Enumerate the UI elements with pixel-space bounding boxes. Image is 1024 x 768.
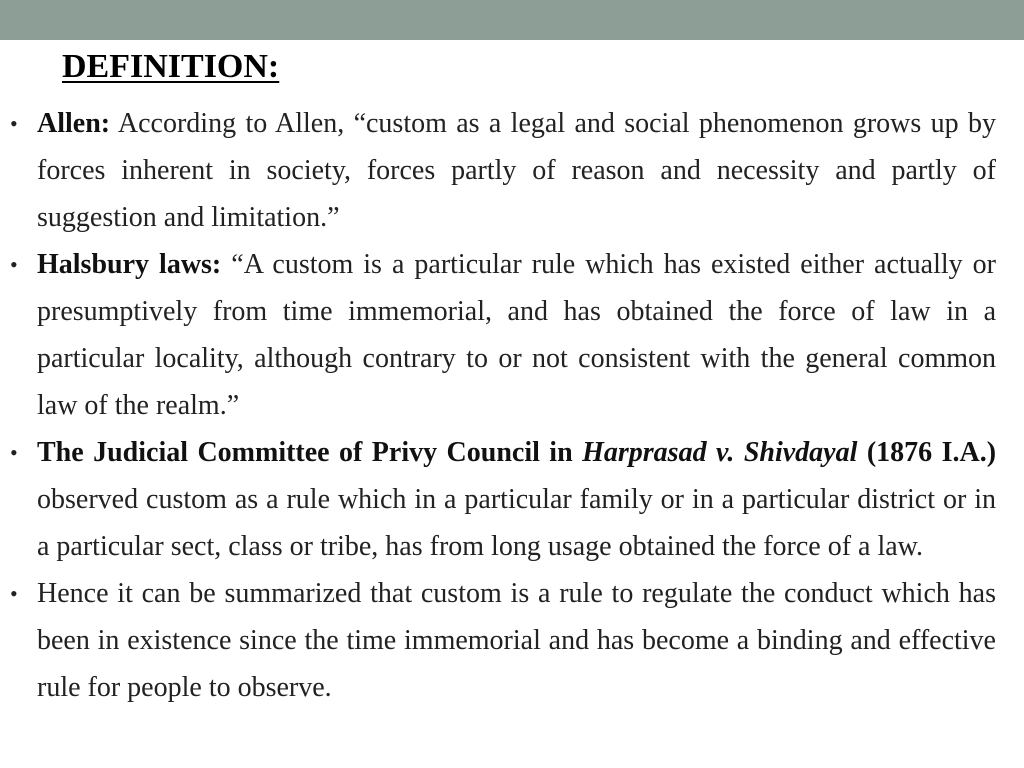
bullet-lead-halsbury: Halsbury laws:: [37, 249, 222, 280]
bullet-item-allen: [10, 100, 996, 241]
bullet-dot-icon: •: [10, 440, 18, 465]
bullet-dot-icon: •: [10, 252, 18, 277]
bullet-text-halsbury: “A custom is a particular rule which has existed either actually or presumptively from time immemorial, and has obtained the force of law in a particular locality, although contrary to or not consistent with the general common law of the realm.”: [37, 249, 997, 421]
bullet-text-summary: Hence it can be summarized that custom is a rule to regulate the conduct which has been in existence since the time immemorial and has become a binding and effective rule for people to observe.: [37, 578, 996, 703]
bullet-lead-allen: Allen:: [37, 108, 111, 139]
top-banner-bar: [0, 0, 1024, 40]
bullet-item-privy-council: [10, 429, 996, 570]
definition-bullet-list: [10, 100, 996, 711]
case-citation: (1876 I.A.): [866, 437, 997, 468]
bullet-dot-icon: •: [10, 111, 18, 136]
bullet-text-allen: According to Allen, “custom as a legal and social phenomenon grows up by forces inherent in society, forces partly of reason and necessity and partly of suggestion and limitation.”: [37, 108, 996, 233]
slide-title: DEFINITION:: [62, 48, 280, 85]
bullet-text-privy-council: observed custom as a rule which in a particular family or in a particular district or in a particular sect, class or tribe, has from long usage obtained the force of a law.: [37, 484, 996, 562]
bullet-item-halsbury: [10, 241, 996, 429]
bullet-dot-icon: •: [10, 581, 18, 606]
bullet-item-summary: [10, 570, 996, 711]
case-name: Harprasad v. Shivdayal: [582, 437, 858, 468]
bullet-lead-privy-council: The Judicial Committee of Privy Council in: [37, 437, 573, 468]
